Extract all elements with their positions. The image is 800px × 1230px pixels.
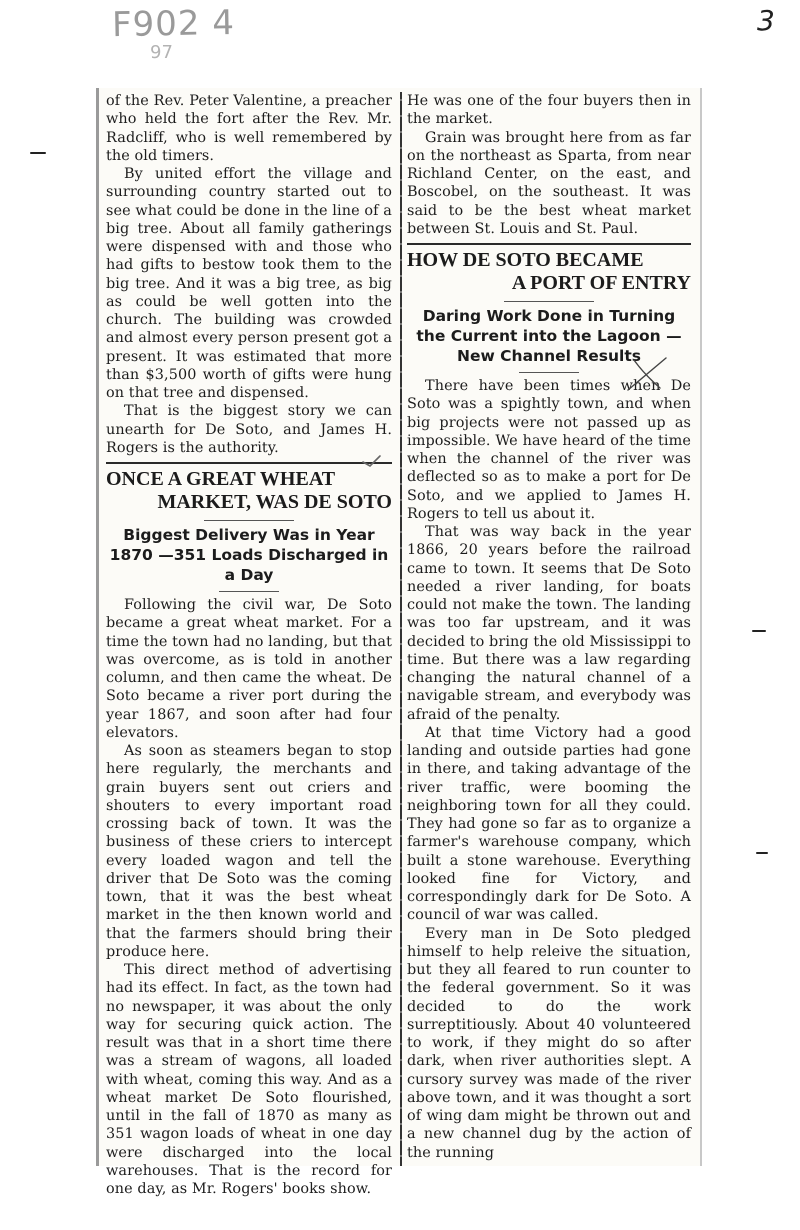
body-paragraph: He was one of the four buyers then in the market. bbox=[407, 93, 691, 128]
clipping-left-edge bbox=[96, 88, 99, 1166]
body-paragraph: Following the civil war, De Soto became a great wheat market. For a time the town had no landing, but that was overcome, as is told in another column, and then came the wheat. De Soto became a river port during the year 1867, and soon after had four elevators. bbox=[106, 597, 392, 741]
article-headline bbox=[407, 249, 691, 295]
column-divider bbox=[400, 92, 402, 1166]
headline-line: ONCE A GREAT WHEAT bbox=[106, 468, 336, 490]
headline-line: A PORT OF ENTRY bbox=[511, 272, 691, 294]
clipping-right-edge bbox=[700, 88, 702, 1166]
headline-rule bbox=[204, 520, 294, 521]
headline-line: MARKET, WAS DE SOTO bbox=[157, 491, 392, 513]
right-column bbox=[407, 92, 691, 1162]
section-rule bbox=[407, 243, 691, 245]
pencil-check-icon bbox=[360, 452, 384, 472]
archive-sub-mark: 97 bbox=[150, 42, 173, 63]
body-paragraph: That is the biggest story we can unearth for De Soto, and James H. Rogers is the authority. bbox=[106, 403, 392, 456]
article-headline bbox=[106, 468, 392, 514]
article-deck: Daring Work Done in Turning the Current into the Lagoon —New Channel Results bbox=[416, 307, 682, 365]
headline-line: HOW DE SOTO BECAME bbox=[407, 249, 644, 271]
left-column bbox=[106, 92, 392, 1198]
body-paragraph: There have been times when De Soto was a spightly town, and when big projects were not passed up as impossible. We have heard of the time when the channel of the river was deflected so as to make a port for De Soto, and we applied to James H. Rogers to tell us about it. bbox=[407, 378, 691, 522]
margin-tick bbox=[756, 852, 768, 854]
deck-rule bbox=[519, 372, 579, 373]
page-number: 3 bbox=[757, 4, 775, 37]
article-deck: Biggest Delivery Was in Year 1870 —351 Loads Discharged in a Day bbox=[109, 526, 389, 584]
body-paragraph: By united effort the village and surrounding country started out to see what could be done in the line of a big tree. About all family gatherings were dispensed with and those who had gifts to bestow took them to the big tree. And it was a big tree, as big as could be well gotten into the church. The building was crowded and almost every person present got a present. It was estimated that more than $3,500 worth of gifts were hung on that tree and dispensed. bbox=[106, 166, 392, 401]
body-paragraph: Grain was brought here from as far on the northeast as Sparta, from near Richland Center, on the east, and Boscobel, on the southeast. It was said to be the best wheat market between St. Louis and St. Paul. bbox=[407, 129, 691, 237]
margin-tick bbox=[30, 152, 46, 154]
body-paragraph: As soon as steamers began to stop here regularly, the merchants and grain buyers sent out criers and shouters to every important road crossing back of town. It was the business of these criers to intercept every loaded wagon and tell the driver that De Soto was the coming town, that it was the best wheat market in the then known world and that the farmers should bring their produce here. bbox=[106, 743, 392, 960]
body-paragraph: This direct method of advertising had its effect. In fact, as the town had no newspaper, it was about the only way for securing quick action. The result was that in a short time there was a stream of wagons, all loaded with wheat, coming this way. And as a wheat market De Soto flourished, until in the fall of 1870 as many as 351 wagon loads of wheat in one day were discharged into the local warehouses. That is the record for one day, as Mr. Rogers' books show. bbox=[106, 962, 392, 1197]
margin-tick bbox=[752, 630, 766, 632]
body-paragraph: At that time Victory had a good landing and outside parties had gone in there, and taking advantage of the river traffic, were booming the neighboring town for all they could. They had gone so far as to organize a farmer's warehouse company, which built a stone warehouse. Everything looked fine for Victory, and correspondingly dark for De Soto. A council of war was called. bbox=[407, 724, 691, 924]
body-paragraph: That was way back in the year 1866, 20 years before the railroad came to town. It seems that De Soto needed a river landing, for boats could not make the town. The landing was too far upstream, and it was decided to bring the old Mississippi to time. But there was a law regarding changing the natural channel of a navigable stream, and everybody was afraid of the penalty. bbox=[407, 524, 691, 723]
section-rule bbox=[106, 462, 392, 464]
body-paragraph: of the Rev. Peter Valentine, a preacher who held the fort after the Rev. Mr. Radcliff, who is well remembered by the old timers. bbox=[106, 93, 392, 164]
body-paragraph: Every man in De Soto pledged himself to help releive the situation, but they all feared to run counter to the federal government. So it was decided to do the work surreptitiously. About 40 volunteered to work, if they might do so after dark, when river authorities slept. A cursory survey was made of the river above town, and it was thought a sort of wing dam might be thrown out and a new channel dug by the action of the running bbox=[407, 925, 691, 1161]
archive-mark: F902 4 bbox=[111, 2, 236, 46]
pencil-x-icon bbox=[620, 352, 676, 396]
deck-rule bbox=[219, 591, 279, 592]
headline-rule bbox=[504, 301, 594, 302]
